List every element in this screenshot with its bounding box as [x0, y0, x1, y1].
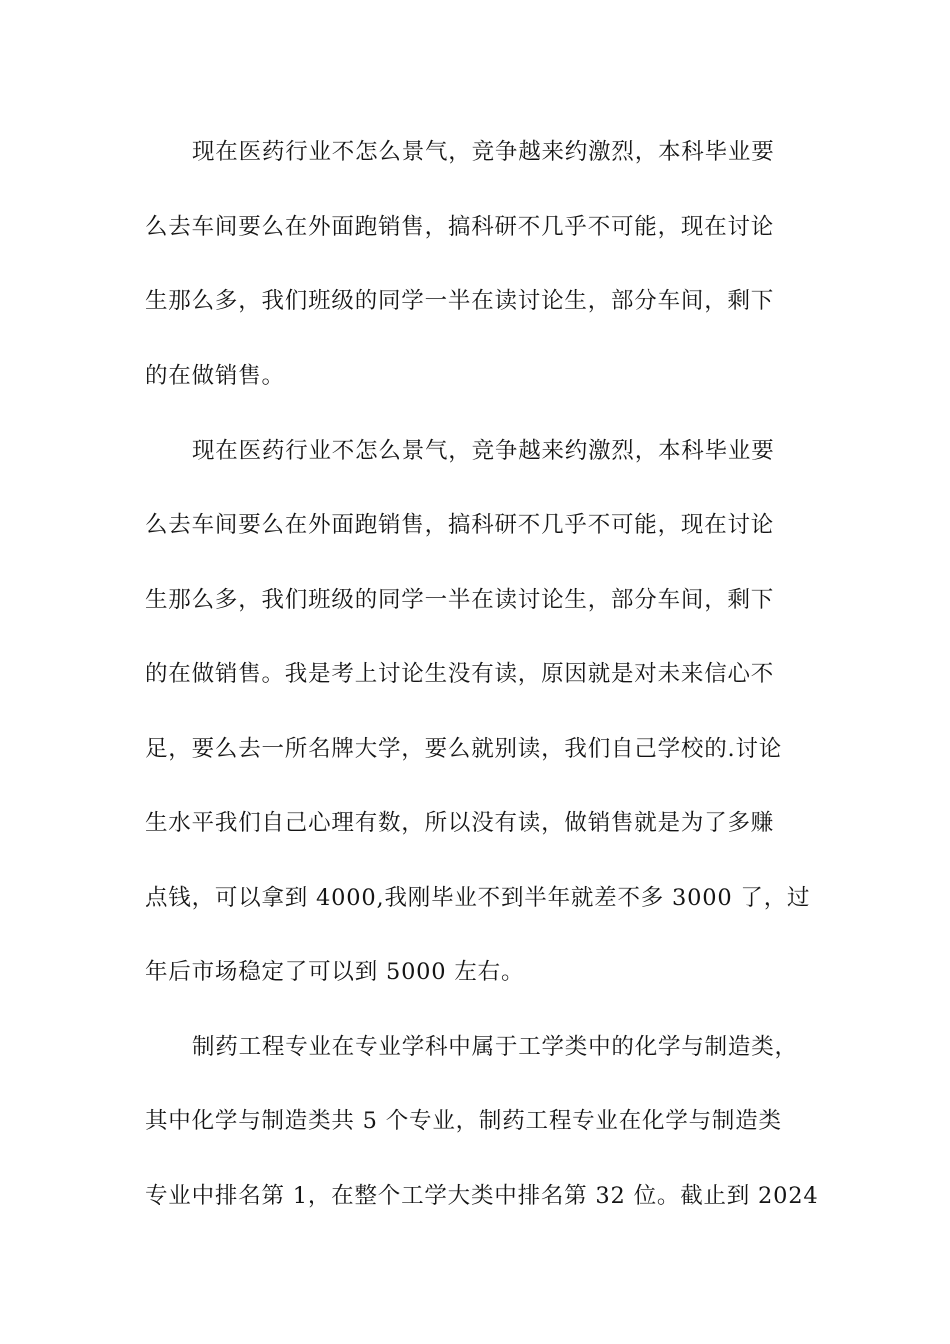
paragraph-3-line-1: 制药工程专业在专业学科中属于工学类中的化学与制造类，: [192, 1034, 798, 1060]
paragraph-2-line-5: 足，要么去一所名牌大学，要么就别读，我们自己学校的.讨论: [145, 736, 783, 762]
paragraph-3-line-2: 其中化学与制造类共 5 个专业，制药工程专业在化学与制造类: [145, 1108, 782, 1134]
paragraph-2-line-4: 的在做销售。我是考上讨论生没有读，原因就是对未来信心不: [145, 661, 775, 687]
paragraph-3-line-3: 专业中排名第 1，在整个工学大类中排名第 32 位。截止到 2024: [145, 1183, 819, 1209]
paragraph-2-line-2: 么去车间要么在外面跑销售，搞科研不几乎不可能，现在讨论: [145, 512, 775, 538]
paragraph-2-line-3: 生那么多，我们班级的同学一半在读讨论生，部分车间，剩下: [145, 587, 775, 613]
paragraph-2-line-1: 现在医药行业不怎么景气，竞争越来约激烈，本科毕业要: [192, 438, 775, 464]
paragraph-2-line-7: 点钱，可以拿到 4000,我刚毕业不到半年就差不多 3000 了，过: [145, 885, 811, 911]
paragraph-1-line-3: 生那么多，我们班级的同学一半在读讨论生，部分车间，剩下: [145, 288, 775, 314]
paragraph-2-line-8: 年后市场稳定了可以到 5000 左右。: [145, 959, 525, 985]
paragraph-1-line-1: 现在医药行业不怎么景气，竞争越来约激烈，本科毕业要: [192, 139, 775, 165]
paragraph-1-line-2: 么去车间要么在外面跑销售，搞科研不几乎不可能，现在讨论: [145, 214, 775, 240]
paragraph-2-line-6: 生水平我们自己心理有数，所以没有读，做销售就是为了多赚: [145, 810, 775, 836]
paragraph-1-line-4: 的在做销售。: [145, 363, 285, 389]
